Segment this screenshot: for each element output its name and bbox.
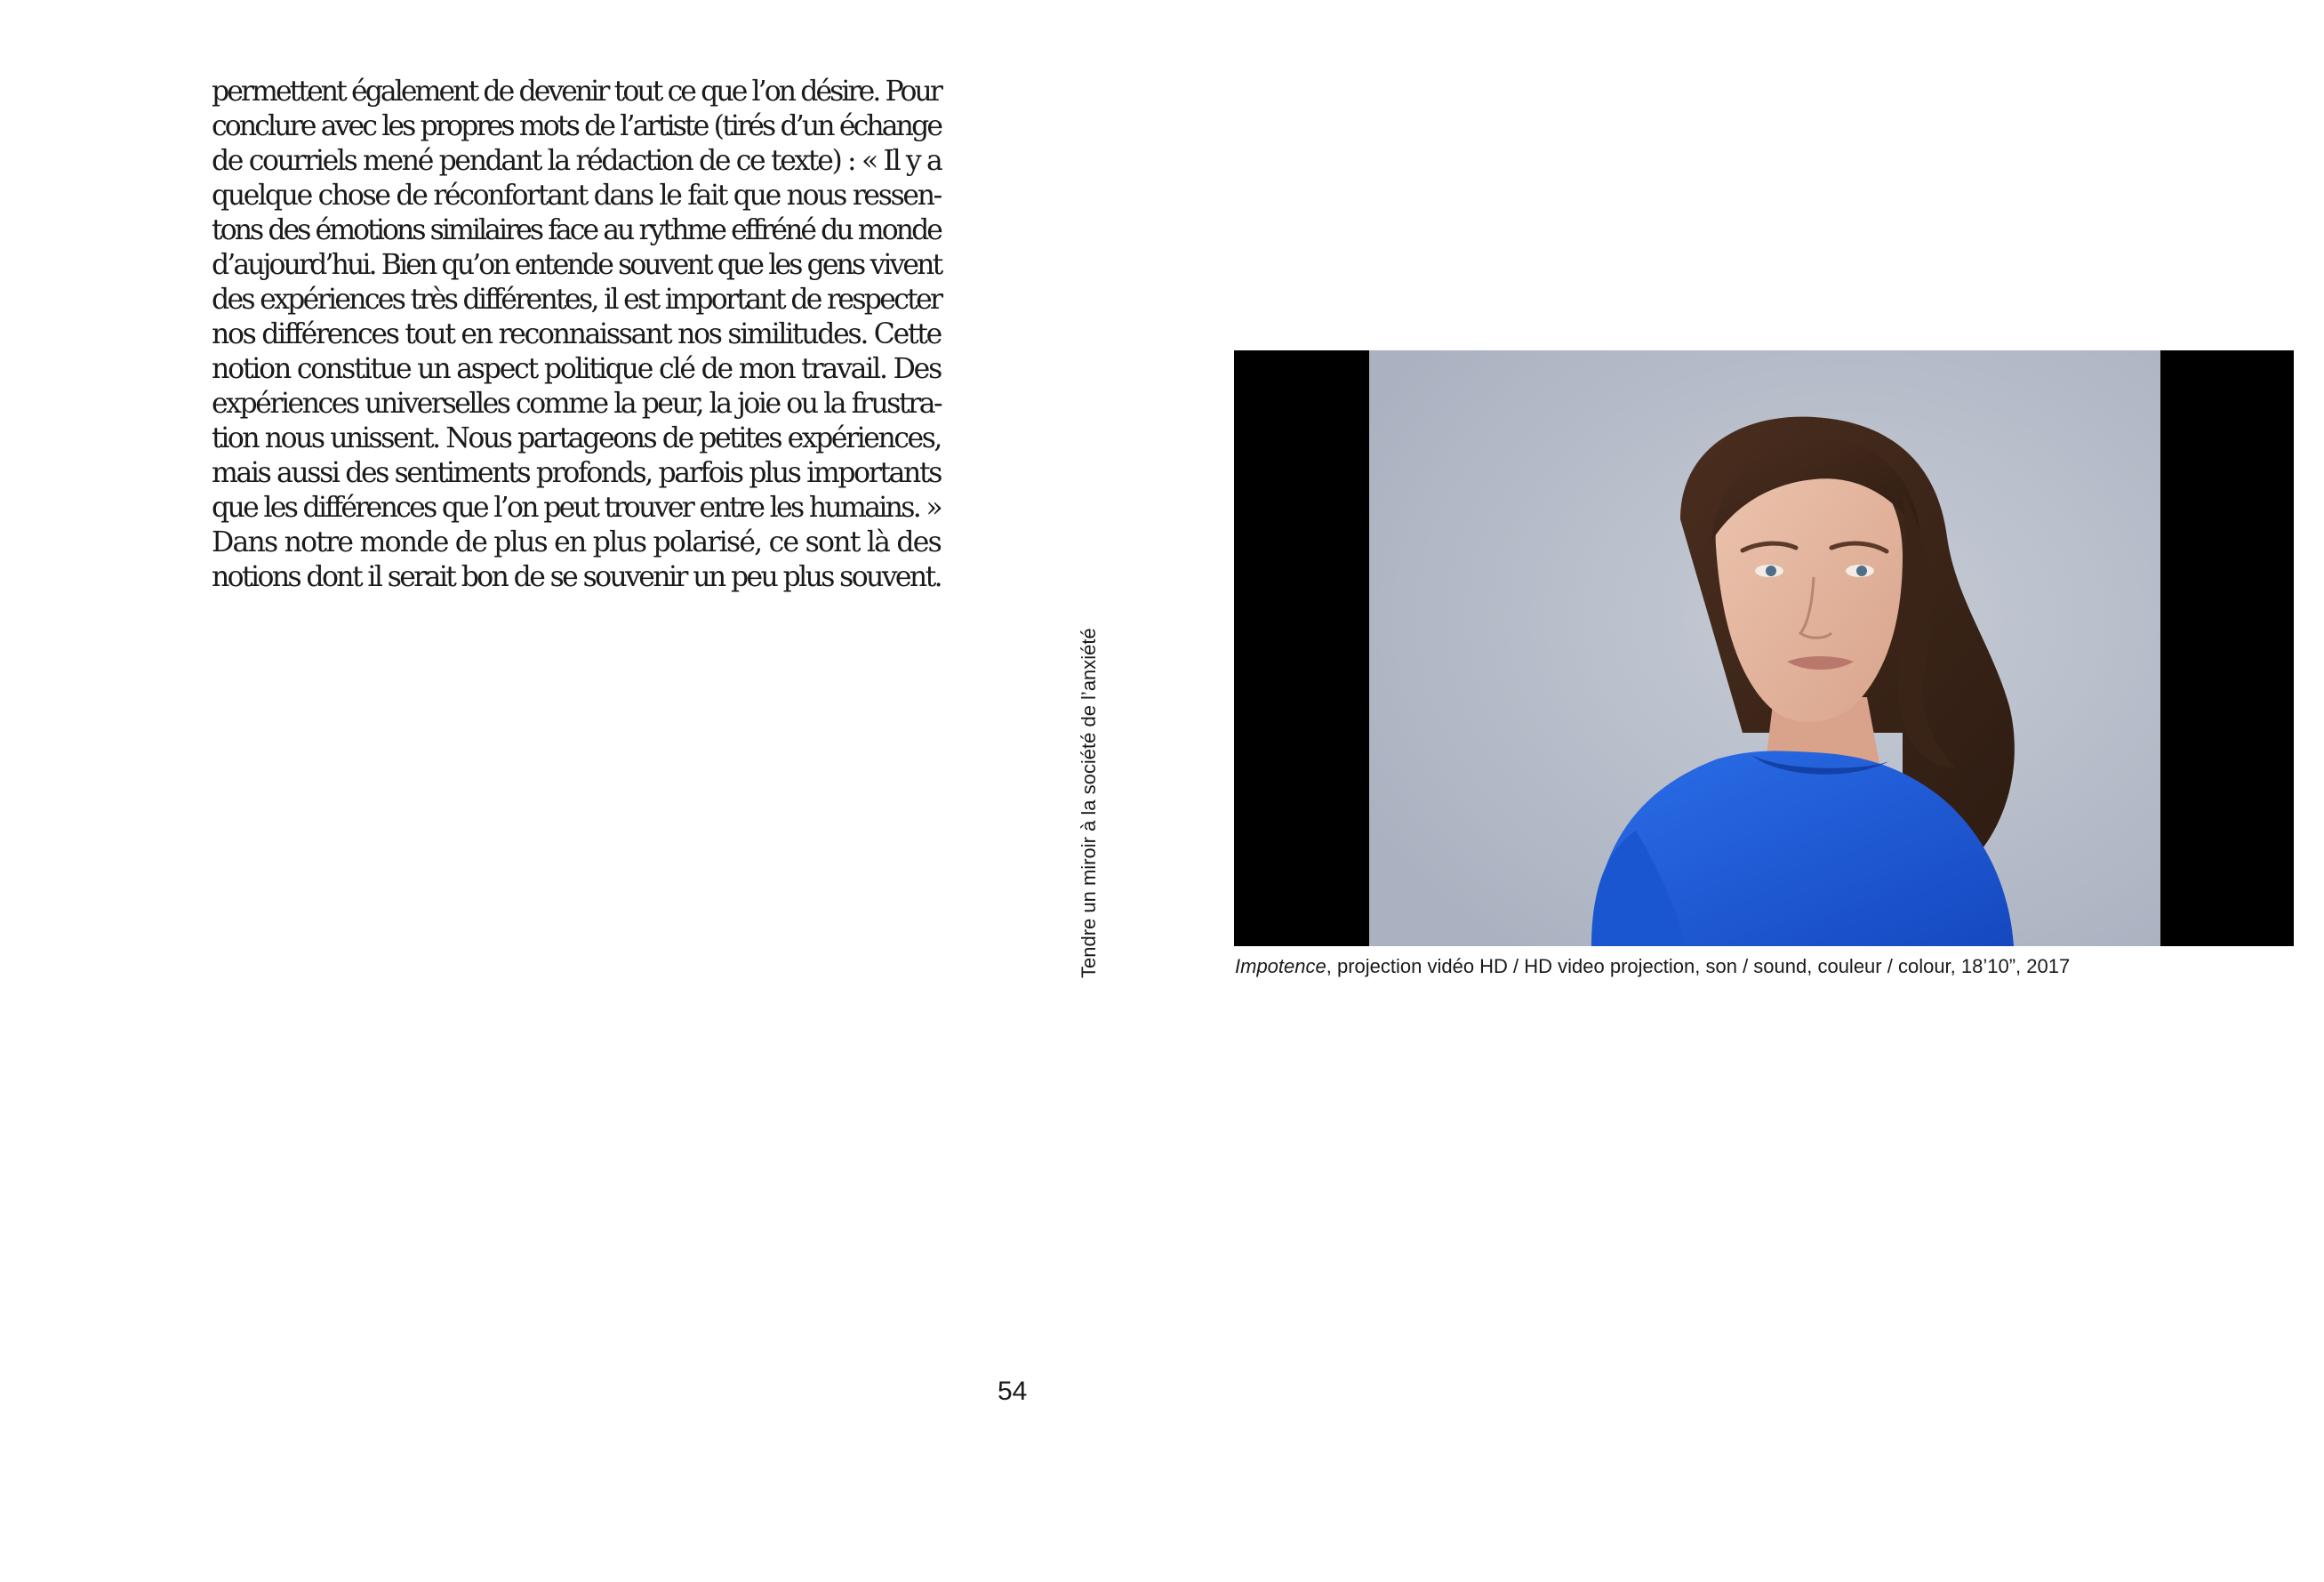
text-line: tons des émotions similaires face au rythme effréné du monde [212, 214, 941, 246]
image-caption [1235, 955, 2070, 978]
caption-details: , projection vidéo HD / HD video projection, son / sound, couleur / colour, 18’10”, 2017 [1326, 955, 2071, 977]
text-line: notions dont il serait bon de se souvenir un peu plus souvent. [212, 561, 941, 593]
text-line: mais aussi des sentiments profonds, parfois plus importants [212, 457, 941, 489]
text-line: tion nous unissent. Nous partageons de petites expériences, [212, 422, 941, 454]
running-header-text: Tendre un miroir à la société de l’anxiété [1078, 628, 1100, 978]
text-line: conclure avec les propres mots de l’artiste (tirés d’un échange [212, 110, 942, 142]
text-line: nos différences tout en reconnaissant nos similitudes. Cette [212, 318, 941, 350]
text-line: notion constitue un aspect politique clé de mon travail. Des [212, 353, 942, 385]
text-line: expériences universelles comme la peur, la joie ou la frustra- [212, 388, 942, 420]
portrait-illustration [1369, 350, 2160, 946]
caption-work-title: Impotence [1235, 955, 1326, 977]
text-line: d’aujourd’hui. Bien qu’on entende souvent que les gens vivent [212, 249, 942, 281]
page-number: 54 [998, 1377, 1028, 1406]
text-line: Dans notre monde de plus en plus polarisé, ce sont là des [212, 526, 941, 558]
text-line: permettent également de devenir tout ce que l’on désire. Pour [212, 76, 941, 108]
text-line: que les différences que l’on peut trouver entre les humains. » [212, 492, 941, 524]
text-line: quelque chose de réconfortant dans le fait que nous ressen- [212, 180, 941, 212]
video-still [1234, 350, 2294, 946]
text-line: de courriels mené pendant la rédaction de ce texte) : « Il y a [212, 145, 942, 177]
portrait-photo [1369, 350, 2160, 946]
text-line: des expériences très différentes, il est important de respecter [212, 284, 942, 316]
body-text [212, 75, 941, 595]
